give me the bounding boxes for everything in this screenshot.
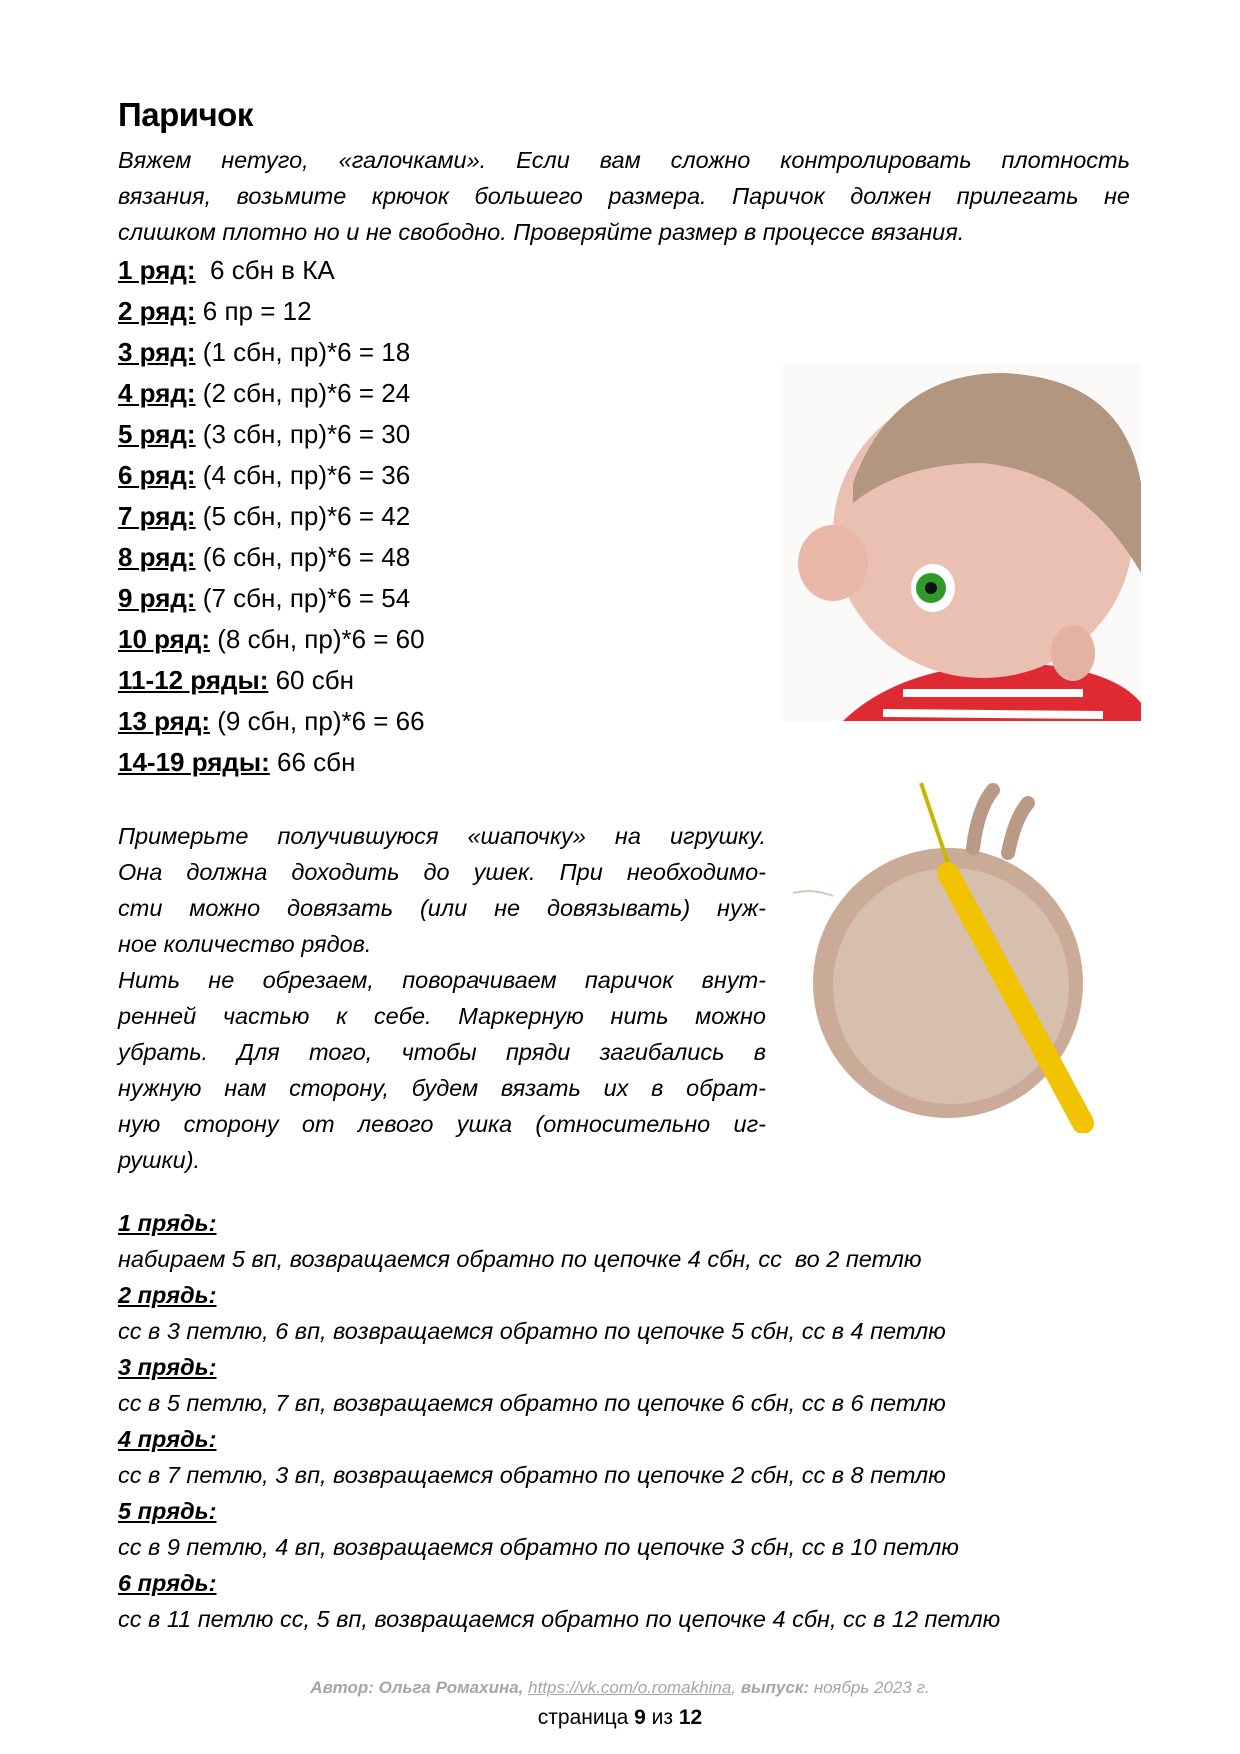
row-text: (9 сбн, пр)*6 = 66 [210, 706, 425, 736]
fitting-line: убрать. Для того, чтобы пряди загибались в [118, 1039, 766, 1065]
row-label: 1 ряд: [118, 255, 196, 285]
strand-heading: 2 прядь: [118, 1282, 217, 1308]
strands-list [118, 1205, 1000, 1637]
fitting-line: рушки). [118, 1147, 201, 1173]
row-text: 6 пр = 12 [195, 296, 312, 326]
author-label: Автор: Ольга Ромахина, [310, 1678, 524, 1697]
row-text: (8 сбн, пр)*6 = 60 [210, 624, 425, 654]
page-total: 12 [678, 1706, 703, 1729]
row-item [118, 414, 425, 455]
page-of: из [651, 1706, 674, 1729]
fitting-line: нужную нам сторону, будем вязать их в обрат- [118, 1075, 766, 1101]
row-item [118, 537, 425, 578]
fitting-line: Нить не обрезаем, поворачиваем паричок внут- [118, 967, 766, 993]
strand-instruction: сс в 3 петлю, 6 вп, возвращаемся обратно по цепочке 5 сбн, сс в 4 петлю [118, 1318, 946, 1344]
intro-paragraph [118, 142, 1130, 250]
fitting-paragraph [118, 818, 766, 1178]
row-item [118, 578, 425, 619]
row-item [118, 291, 425, 332]
strand-heading: 5 прядь: [118, 1498, 217, 1524]
row-item [118, 660, 425, 701]
row-text: (6 сбн, пр)*6 = 48 [195, 542, 411, 572]
row-label: 10 ряд: [118, 624, 211, 654]
row-label: 13 ряд: [118, 706, 211, 736]
row-label: 7 ряд: [118, 501, 196, 531]
strand-instruction: сс в 9 петлю, 4 вп, возвращаемся обратно по цепочке 3 сбн, сс в 10 петлю [118, 1534, 959, 1560]
page-current: 9 [634, 1706, 646, 1729]
row-label: 5 ряд: [118, 419, 196, 449]
intro-line: Вяжем нетуго, «галочками». Если вам сложно контролировать плотность [118, 147, 1130, 173]
fitting-line: Примерьте получившуюся «шапочку» на игрушку. [118, 823, 766, 849]
author-link[interactable]: https://vk.com/o.romakhina [528, 1678, 732, 1697]
row-text: (5 сбн, пр)*6 = 42 [195, 501, 411, 531]
issue-label: выпуск: [740, 1678, 810, 1697]
fitting-line: сти можно довязать (или не довязывать) нуж- [118, 895, 766, 921]
row-label: 6 ряд: [118, 460, 196, 490]
fitting-line: ное количество рядов. [118, 931, 372, 957]
row-item [118, 701, 425, 742]
page-word: страница [537, 1706, 629, 1729]
row-text: (7 сбн, пр)*6 = 54 [195, 583, 411, 613]
row-label: 9 ряд: [118, 583, 196, 613]
row-label: 11-12 ряды: [118, 665, 269, 695]
strand-heading: 4 прядь: [118, 1426, 217, 1452]
row-item [118, 250, 425, 291]
row-item [118, 742, 425, 783]
doll-head-photo [783, 363, 1141, 721]
strand-heading: 1 прядь: [118, 1210, 217, 1236]
row-label: 2 ряд: [118, 296, 196, 326]
row-label: 14-19 ряды: [118, 747, 270, 777]
row-text: (4 сбн, пр)*6 = 36 [195, 460, 411, 490]
row-item [118, 332, 425, 373]
row-text: (2 сбн, пр)*6 = 24 [195, 378, 411, 408]
fitting-line: Она должна доходить до ушек. При необходимо- [118, 859, 766, 885]
strand-instruction: сс в 11 петлю сс, 5 вп, возвращаемся обратно по цепочке 4 сбн, сс в 12 петлю [118, 1606, 1001, 1632]
strand-heading: 6 прядь: [118, 1570, 217, 1596]
row-label: 4 ряд: [118, 378, 196, 408]
intro-line: слишком плотно но и не свободно. Проверяйте размер в процессе вязания. [118, 219, 965, 245]
row-text: (3 сбн, пр)*6 = 30 [195, 419, 411, 449]
strand-instruction: набираем 5 вп, возвращаемся обратно по цепочке 4 сбн, сс во 2 петлю [118, 1246, 922, 1272]
row-item [118, 373, 425, 414]
row-label: 3 ряд: [118, 337, 196, 367]
footer-author: Автор: Ольга Ромахина, https://vk.com/o.romakhina, выпуск: ноябрь 2023 г. [310, 1678, 930, 1697]
row-text: 6 сбн в КА [195, 255, 335, 285]
row-label: 8 ряд: [118, 542, 196, 572]
page-title: Паричок [118, 96, 253, 133]
row-text: 66 сбн [269, 747, 356, 777]
page-number [0, 1706, 1240, 1730]
strand-instruction: сс в 7 петлю, 3 вп, возвращаемся обратно по цепочке 2 сбн, сс в 8 петлю [118, 1462, 946, 1488]
row-text: 60 сбн [268, 665, 354, 695]
issue-value: ноябрь 2023 г. [813, 1678, 930, 1697]
intro-line: вязания, возьмите крючок большего размера. Паричок должен прилегать не [118, 183, 1130, 209]
crocheted-cap-photo [783, 778, 1110, 1133]
rows-list [118, 250, 425, 783]
strand-instruction: сс в 5 петлю, 7 вп, возвращаемся обратно по цепочке 6 сбн, сс в 6 петлю [118, 1390, 946, 1416]
row-item [118, 496, 425, 537]
strand-heading: 3 прядь: [118, 1354, 217, 1380]
row-text: (1 сбн, пр)*6 = 18 [195, 337, 411, 367]
fitting-line: ную сторону от левого ушка (относительно иг- [118, 1111, 766, 1137]
row-item [118, 619, 425, 660]
row-item [118, 455, 425, 496]
fitting-line: ренней частью к себе. Маркерную нить можно [118, 1003, 766, 1029]
